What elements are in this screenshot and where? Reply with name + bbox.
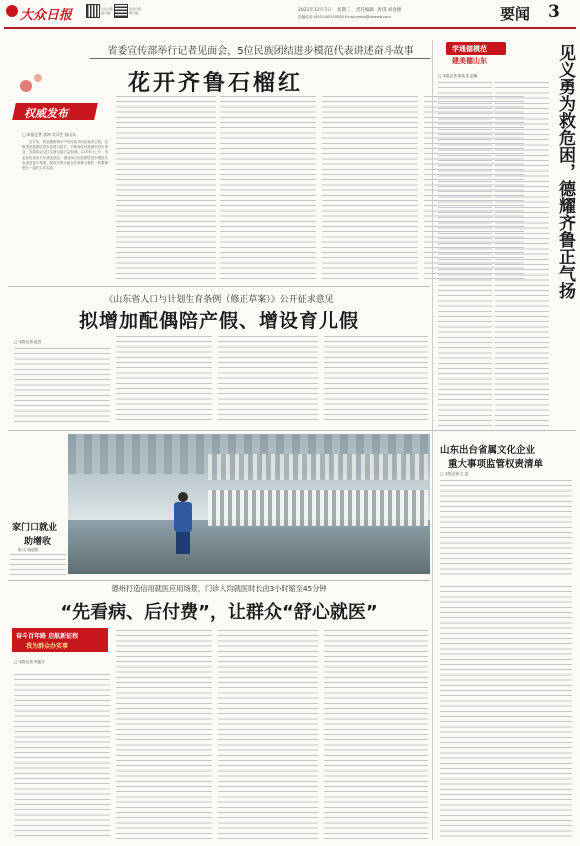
bottom-story-headline: “先看病、后付费”，让群众“舒心就医”	[60, 602, 378, 623]
text-column-block	[14, 674, 110, 840]
top-story-lead: 近年来，我省聚焦铸牢中华民族共同体意识主线，以推进民族团结进步创建为抓手，不断深化民族团结进步事业，各族群众交往交流交融日益加深。12月6日上午，省委宣传部举行记者见面会，邀请5位民族团结进步模范代表讲述奋斗故事，展现齐鲁大地各民族像石榴籽一样紧紧抱在一起的生动实践。	[22, 140, 108, 171]
photo-credit: 影/文 杨德阳	[18, 548, 39, 552]
edition-title: 要闻	[500, 5, 531, 23]
top-story-headline: 花开齐鲁石榴红	[128, 71, 304, 96]
photo-story	[8, 432, 430, 578]
qr-code-icon-2	[114, 4, 128, 18]
campaign-badge-line1: 奋斗百年路 启航新征程	[16, 633, 79, 640]
bottom-story	[8, 582, 430, 844]
text-column-block	[116, 336, 212, 424]
text-column-block	[495, 82, 549, 427]
side-story-tag1: 学通德模范	[452, 45, 487, 53]
right-mid-story	[434, 432, 576, 582]
authority-release-tag-label: 权威发布	[24, 107, 68, 120]
pomegranate-flower-graphic	[12, 70, 52, 100]
second-story-byline: □ 本报记者 赵君	[14, 340, 42, 344]
text-column-block	[322, 96, 418, 280]
second-story	[8, 288, 430, 428]
kicker-rule	[90, 58, 430, 59]
side-story-byline: □ 本报记者 陈兆龙 赵娴	[438, 74, 478, 78]
bottom-story-kicker: 德州打造信用就医应用场景，门诊人均就医时长由3小时缩至45分钟	[111, 584, 327, 593]
right-mid-headline2: 重大事项监管权责清单	[448, 459, 544, 470]
divider	[8, 430, 576, 431]
right-mid-headline1: 山东出台省属文化企业	[440, 445, 536, 456]
date-line: 2021年12月7日 星期二 责任编辑 唐琪 刘春德	[298, 8, 402, 13]
text-column-block	[440, 586, 572, 840]
text-column-block	[218, 630, 318, 840]
masthead-rule	[4, 27, 576, 29]
textile-factory-photo	[68, 434, 430, 574]
masthead	[0, 0, 580, 30]
side-story	[434, 40, 576, 432]
second-story-kicker: 《山东省人口与计划生育条例（修正草案）》公开征求意见	[104, 295, 334, 305]
divider	[8, 286, 430, 287]
logo-sub1: 大众日报 客户端	[101, 7, 114, 15]
text-column-block	[324, 336, 428, 424]
qr-code-icon	[86, 4, 100, 18]
logo-sub2: 大众日报 客户端	[129, 7, 142, 15]
bottom-story-byline: □ 本报记者 李振宇	[14, 660, 45, 664]
text-column-block	[220, 96, 316, 280]
right-mid-byline: □ 本报记者 王 浩	[440, 472, 469, 476]
logo-text: 大众日报	[20, 8, 73, 23]
contact-line: 投稿电话:(0531)85193500 Email:ywhb@dzwww.com	[298, 15, 391, 19]
text-column-block	[10, 554, 66, 576]
top-story-kicker: 省委宣传部举行记者见面会，5位民族团结进步模范代表讲述奋斗故事	[107, 46, 414, 57]
photo-caption-title2: 助增收	[24, 537, 52, 547]
photo-caption-box	[8, 518, 68, 576]
photo-caption-title1: 家门口就业	[12, 523, 58, 533]
top-story-byline: □ 本报记者 武坤 实习生 孙山东	[22, 132, 76, 137]
right-bottom-column	[434, 586, 576, 842]
text-column-block	[440, 480, 572, 578]
logo-seal-icon	[6, 5, 18, 17]
newspaper-logo	[6, 4, 76, 22]
text-column-block	[116, 630, 212, 840]
text-column-block	[324, 630, 428, 840]
text-column-block	[14, 348, 110, 424]
spool-row	[208, 490, 428, 526]
page-number: 3	[548, 2, 560, 22]
spool-row	[208, 454, 428, 480]
text-column-block	[218, 336, 318, 424]
column-rule	[432, 40, 433, 840]
campaign-badge	[12, 628, 108, 652]
worker-figure	[170, 492, 196, 554]
side-story-headline: 见义勇为救危困，德耀齐鲁正气扬	[555, 44, 575, 299]
second-story-headline: 拟增加配偶陪产假、增设育儿假	[78, 310, 359, 332]
side-story-tag2: 建美德山东	[452, 57, 487, 65]
text-column-block	[116, 96, 216, 280]
campaign-badge-line2: 我为群众办实事	[26, 643, 69, 650]
divider	[8, 580, 430, 581]
text-column-block	[438, 82, 492, 427]
side-story-tag-badge	[446, 42, 506, 68]
